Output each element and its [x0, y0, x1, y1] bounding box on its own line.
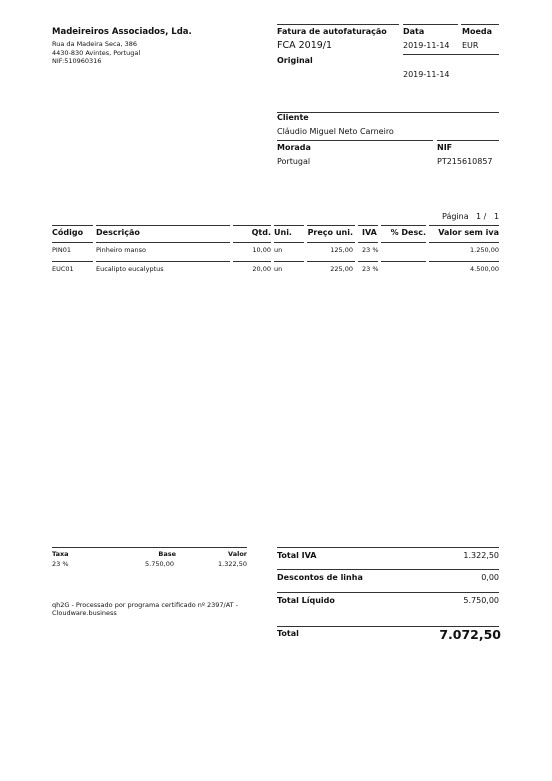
company-address-line1: Rua da Madeira Seca, 386: [52, 40, 138, 48]
tax-header-base: Base: [158, 550, 176, 558]
grand-total-value: 7.072,50: [439, 627, 501, 642]
invoice-currency: EUR: [462, 41, 479, 50]
row-value: 4.500,00: [470, 265, 499, 273]
company-address-line2: 4430-830 Avintes, Portugal: [52, 49, 141, 57]
col-header-description: Descrição: [96, 228, 140, 237]
client-nif-label: NIF: [437, 143, 453, 152]
total-net-label: Total Líquido: [277, 596, 335, 605]
tax-base: 5.750,00: [145, 560, 174, 568]
invoice-copy: Original: [277, 56, 313, 65]
company-nif: NIF:510960316: [52, 57, 102, 65]
col-header-qty: Qtd.: [251, 228, 271, 237]
currency-label: Moeda: [462, 27, 493, 36]
invoice-type-label: Fatura de autofaturação: [277, 27, 387, 36]
client-address-label: Morada: [277, 143, 311, 152]
col-header-code: Código: [52, 228, 84, 237]
row-unit: un: [274, 246, 283, 254]
client-name: Cláudio Miguel Neto Carneiro: [277, 127, 394, 136]
grand-total-label: Total: [277, 629, 299, 638]
col-header-vat: IVA: [362, 228, 377, 237]
tax-rate: 23 %: [52, 560, 69, 568]
software-certification-note: qh2G - Processado por programa certificado nº 2397/AT - Cloudware.business: [52, 601, 239, 617]
row-qty: 10,00: [252, 246, 271, 254]
total-net-value: 5.750,00: [463, 596, 499, 605]
total-vat-value: 1.322,50: [463, 551, 499, 560]
row-vat: 23 %: [362, 246, 379, 254]
row-description: Eucalipto eucalyptus: [96, 265, 164, 273]
row-vat: 23 %: [362, 265, 379, 273]
invoice-date-secondary: 2019-11-14: [403, 70, 450, 79]
row-description: Pinheiro manso: [96, 246, 146, 254]
page-total: 1: [494, 212, 500, 221]
tax-value: 1.322,50: [218, 560, 247, 568]
invoice-number: FCA 2019/1: [277, 40, 333, 51]
tax-header-rate: Taxa: [52, 550, 69, 558]
date-label: Data: [403, 27, 425, 36]
row-unit: un: [274, 265, 283, 273]
client-nif: PT215610857: [437, 157, 493, 166]
company-name: Madeireiros Associados, Lda.: [52, 27, 192, 37]
client-label: Cliente: [277, 113, 309, 122]
invoice-date: 2019-11-14: [403, 41, 450, 50]
col-header-value: Valor sem iva: [438, 228, 499, 237]
col-header-unit-price: Preço uni.: [307, 228, 353, 237]
row-value: 1.250,00: [470, 246, 499, 254]
total-vat-label: Total IVA: [277, 551, 317, 560]
line-discounts-value: 0,00: [481, 573, 499, 582]
row-code: EUC01: [52, 265, 74, 273]
row-unit-price: 225,00: [330, 265, 353, 273]
page-current: 1 /: [476, 212, 487, 221]
col-header-unit: Uni.: [274, 228, 292, 237]
tax-header-value: Valor: [228, 550, 247, 558]
page-label: Página: [442, 212, 469, 221]
row-code: PIN01: [52, 246, 71, 254]
row-unit-price: 125,00: [330, 246, 353, 254]
row-qty: 20,00: [252, 265, 271, 273]
col-header-discount: % Desc.: [390, 228, 426, 237]
line-discounts-label: Descontos de linha: [277, 573, 363, 582]
client-address: Portugal: [277, 157, 311, 166]
